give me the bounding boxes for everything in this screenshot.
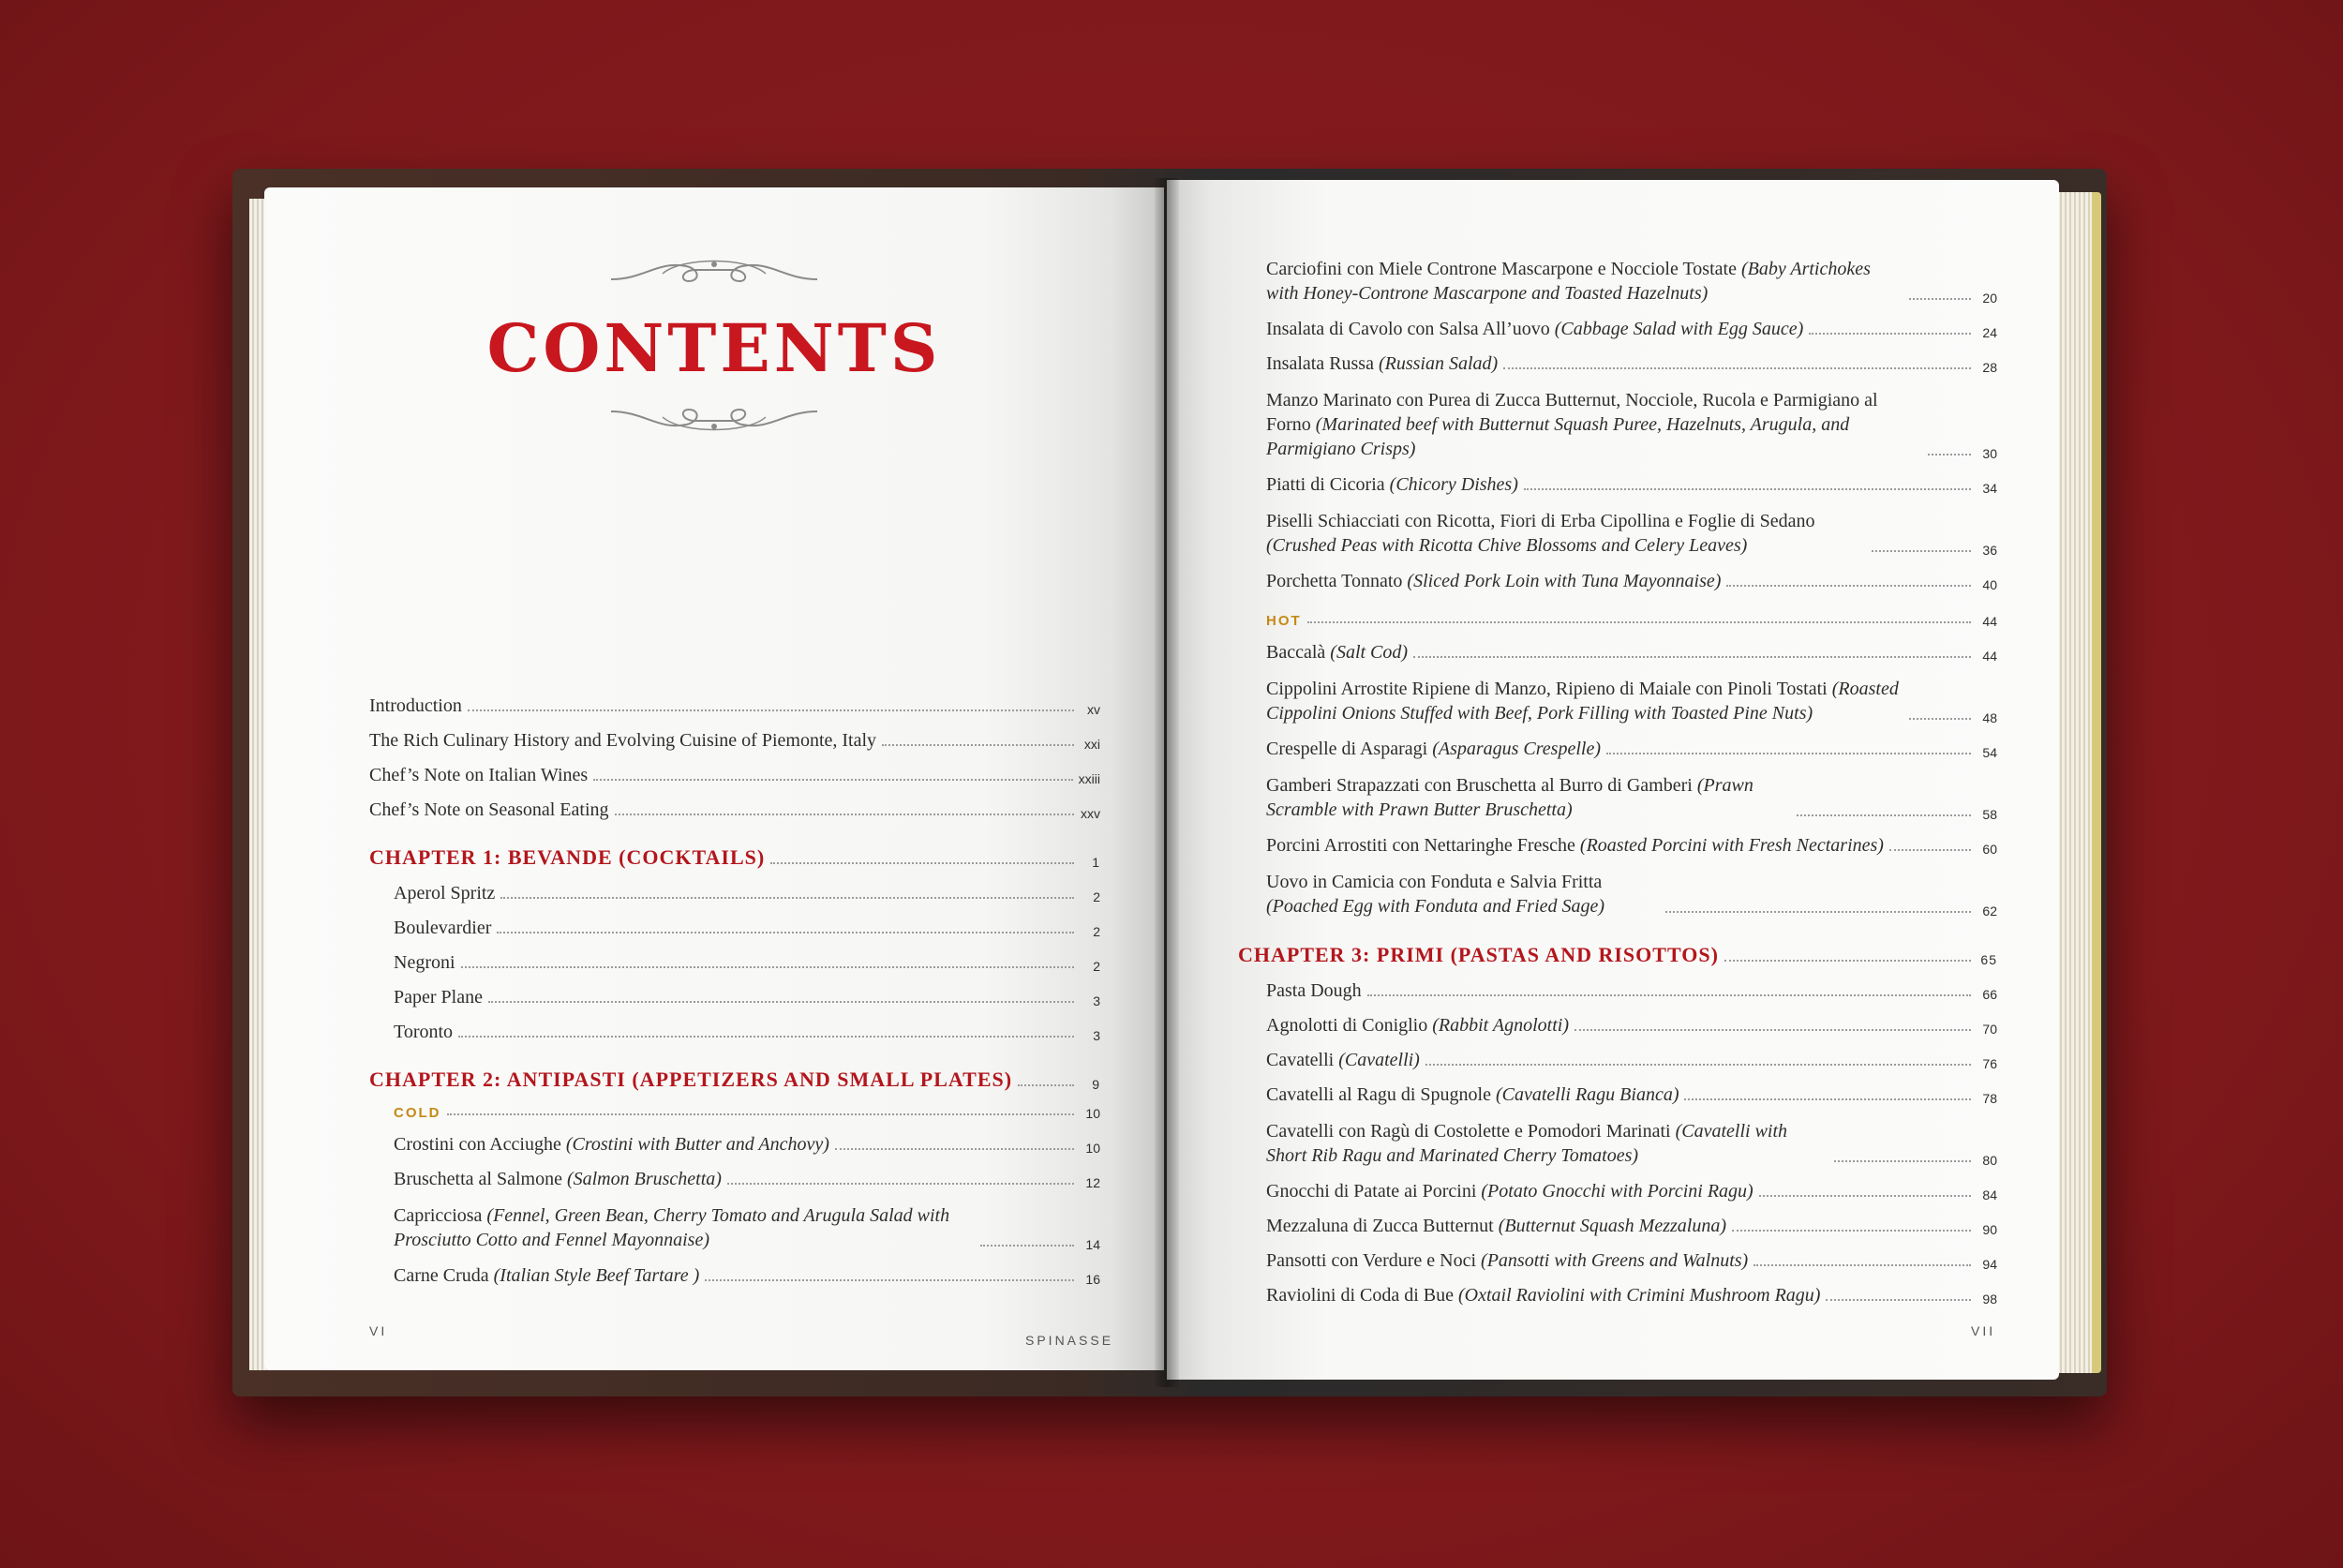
toc-entry (1266, 1084, 1997, 1106)
leader-dots (1909, 298, 1971, 300)
leader-dots (468, 709, 1074, 711)
entry-title (1266, 257, 1903, 306)
page-number: xxiii (1078, 771, 1100, 786)
toc-entry (1266, 870, 1997, 918)
toc-entry (369, 1265, 1100, 1287)
english-name: (Prawn Scramble with Prawn Butter Bruschetta) (1266, 775, 1754, 820)
leader-dots (497, 932, 1074, 933)
english-name: (Cabbage Salad with Egg Sauce) (1554, 319, 1804, 339)
english-name: (Oxtail Raviolini with Crimini Mushroom Ragu) (1458, 1285, 1821, 1306)
italian-name: Porcini Arrostiti con Nettaringhe Fresche (1266, 835, 1580, 856)
entry-title (1266, 870, 1660, 918)
leader-dots (1307, 621, 1971, 623)
italian-name: Agnolotti di Coniglio (1266, 1015, 1433, 1036)
page-number: 66 (1982, 987, 1997, 1002)
leader-dots (593, 779, 1072, 781)
page-edges-right (2052, 192, 2101, 1373)
toc-entry (1266, 1216, 1997, 1237)
contents-title: CONTENTS (486, 309, 942, 387)
chapter-title: CHAPTER 2: ANTIPASTI (APPETIZERS AND SMALL PLATES) (369, 1068, 1013, 1091)
page-number: 40 (1982, 577, 1997, 592)
italian-name: Gamberi Strapazzati con Bruschetta al Burro di Gamberi (1266, 775, 1697, 796)
entry-title: Aperol Spritz (394, 883, 496, 903)
italian-name: Carne Cruda (394, 1265, 494, 1286)
english-name: (Cavatelli with Short Rib Ragu and Marinated Cherry Tomatoes) (1266, 1121, 1788, 1166)
entry-title: Toronto (394, 1022, 454, 1042)
chapter-title: CHAPTER 3: PRIMI (PASTAS AND RISOTTOS) (1238, 943, 1719, 966)
toc-entry (1266, 1181, 1997, 1202)
leader-dots (1425, 1064, 1971, 1066)
page-number: 36 (1982, 543, 1997, 558)
english-name: (Asparagus Crespelle) (1432, 739, 1601, 759)
leader-dots (1684, 1098, 1971, 1100)
leader-dots (1524, 488, 1971, 490)
entry-title (1266, 1050, 1420, 1071)
toc-entry (1266, 257, 1997, 306)
toc-entry (1266, 1119, 1997, 1168)
italian-name: Piatti di Cicoria (1266, 474, 1390, 495)
leader-dots (1732, 1230, 1971, 1232)
leader-dots (835, 1148, 1074, 1150)
entry-title: Paper Plane (394, 987, 483, 1008)
english-name: (Roasted Porcini with Fresh Nectarines) (1579, 835, 1884, 856)
english-name: (Russian Salad) (1378, 353, 1499, 374)
entry-title (1266, 388, 1922, 461)
english-name: (Potato Gnocchi with Porcini Ragu) (1481, 1181, 1754, 1202)
entry-title (1266, 1181, 1754, 1202)
english-name: (Salmon Bruschetta) (566, 1169, 722, 1189)
entry-title (1266, 1084, 1679, 1106)
entry-title (1266, 642, 1408, 664)
entry-title (1266, 319, 1803, 340)
italian-name: Cavatelli con Ragù di Costolette e Pomodori Marinati (1266, 1121, 1676, 1142)
leader-dots (1665, 911, 1971, 913)
toc-entry (369, 1169, 1100, 1190)
chapter-heading (369, 1068, 1100, 1092)
leader-dots (1606, 753, 1971, 754)
italian-name: Gnocchi di Patate ai Porcini (1266, 1181, 1482, 1202)
english-name: (Marinated beef with Butternut Squash Puree, Hazelnuts, Arugula, and Parmigiano Crisps) (1266, 414, 1850, 459)
page-number: 62 (1982, 903, 1997, 918)
leader-dots (1503, 367, 1971, 369)
page-number: xv (1087, 702, 1100, 717)
entry-title (1266, 677, 1903, 725)
toc-entry (1266, 677, 1997, 725)
toc-entry (1266, 739, 1997, 760)
toc-entry (1266, 474, 1997, 496)
english-name: (Baby Artichokes with Honey-Controne Mascarpone and Toasted Hazelnuts) (1266, 259, 1871, 304)
page-number: 48 (1982, 710, 1997, 725)
page-number: 94 (1982, 1257, 1997, 1272)
toc-entry (1266, 642, 1997, 664)
italian-name: Carciofini con Miele Controne Mascarpone e Nocciole Tostate (1266, 259, 1741, 279)
toc-entry (1266, 1285, 1997, 1307)
leader-dots (461, 966, 1074, 968)
page-number: 98 (1982, 1292, 1997, 1307)
toc-entry (1266, 509, 1997, 558)
page-number: 34 (1982, 481, 1997, 496)
section-heading-hot (1266, 613, 1997, 629)
english-name: (Cavatelli Ragu Bianca) (1495, 1084, 1679, 1105)
page-number: 76 (1982, 1056, 1997, 1071)
entry-title (1266, 835, 1884, 857)
page-number: 20 (1982, 291, 1997, 306)
page-number: 30 (1982, 446, 1997, 461)
entry-title (1266, 1015, 1569, 1037)
leader-dots (1754, 1264, 1971, 1266)
bottom-flourish-ornament (606, 400, 822, 438)
leader-dots (1759, 1195, 1971, 1197)
leader-dots (488, 1001, 1074, 1003)
italian-name: Baccalà (1266, 642, 1331, 663)
english-name: (Crostini with Butter and Anchovy) (565, 1134, 829, 1155)
toc-entry (369, 1022, 1100, 1043)
page-number: 3 (1093, 1028, 1100, 1043)
english-name: (Salt Cod) (1330, 642, 1409, 663)
page-number: 10 (1085, 1106, 1100, 1121)
page-number: 2 (1093, 924, 1100, 939)
english-name: (Poached Egg with Fonduta and Fried Sage) (1266, 896, 1605, 917)
italian-name: Capricciosa (394, 1205, 487, 1226)
toc-entry (1266, 1050, 1997, 1071)
toc-entry (1266, 353, 1997, 375)
toc-entry (369, 1134, 1100, 1156)
page-number: 78 (1982, 1091, 1997, 1106)
leader-dots (615, 814, 1075, 815)
english-name: (Italian Style Beef Tartare ) (493, 1265, 700, 1286)
toc-entry (1266, 1015, 1997, 1037)
leader-dots (1018, 1084, 1074, 1086)
leader-dots (1909, 718, 1971, 720)
spine-gutter-shadow (1155, 178, 1179, 1387)
leader-dots (882, 744, 1074, 746)
page-number: 44 (1982, 649, 1997, 664)
section-heading-cold (369, 1105, 1100, 1121)
page-number: 12 (1085, 1175, 1100, 1190)
leader-dots (705, 1279, 1074, 1281)
italian-name: Cippolini Arrostite Ripiene di Manzo, Ripieno di Maiale con Pinoli Tostati (1266, 679, 1832, 699)
toc-entry (1266, 388, 1997, 461)
page-number: 9 (1092, 1077, 1100, 1092)
english-name: (Rabbit Agnolotti) (1432, 1015, 1569, 1036)
toc-entry (369, 799, 1100, 821)
page-number: 10 (1085, 1141, 1100, 1156)
page-number: 60 (1982, 842, 1997, 857)
english-name: (Chicory Dishes) (1389, 474, 1518, 495)
entry-title (1266, 509, 1866, 558)
toc-left (369, 695, 1100, 1300)
leader-dots (1574, 1029, 1971, 1031)
entry-title (1266, 1285, 1820, 1307)
page-number: 80 (1982, 1153, 1997, 1168)
entry-title (1266, 1216, 1726, 1237)
entry-title (1266, 474, 1518, 496)
folio-right: VII (1971, 1323, 1996, 1338)
english-name: (Crushed Peas with Ricotta Chive Blossoms and Celery Leaves) (1266, 535, 1748, 556)
leader-dots (1367, 994, 1971, 996)
leader-dots (1872, 550, 1971, 552)
top-flourish-ornament (606, 253, 822, 291)
page-number: 90 (1982, 1222, 1997, 1237)
toc-entry (369, 695, 1100, 717)
toc-entry (369, 765, 1100, 786)
italian-name: Piselli Schiacciati con Ricotta, Fiori di Erba Cipollina e Foglie di Sedano (1266, 511, 1815, 531)
italian-name: Cavatelli (1266, 1050, 1339, 1070)
leader-dots (727, 1183, 1074, 1185)
italian-name: Bruschetta al Salmone (394, 1169, 567, 1189)
entry-title (394, 1134, 829, 1156)
toc-entry (1266, 773, 1997, 822)
leader-dots (447, 1113, 1075, 1115)
page-number: 54 (1982, 745, 1997, 760)
english-name: (Sliced Pork Loin with Tuna Mayonnaise) (1407, 571, 1722, 591)
english-name: (Pansotti with Greens and Walnuts) (1481, 1250, 1749, 1271)
leader-dots (1724, 960, 1971, 962)
italian-name: Crostini con Acciughe (394, 1134, 566, 1155)
italian-name: Insalata di Cavolo con Salsa All’uovo (1266, 319, 1555, 339)
entry-title (394, 1169, 722, 1190)
toc-entry (369, 883, 1100, 904)
toc-entry (369, 952, 1100, 974)
page-number: 65 (1980, 952, 1997, 967)
page-number: 24 (1982, 325, 1997, 340)
english-name: (Butternut Squash Mezzaluna) (1498, 1216, 1726, 1236)
italian-name: Pasta Dough (1266, 980, 1362, 1001)
page-number: 1 (1092, 855, 1100, 870)
chapter-heading (369, 845, 1100, 870)
section-label: HOT (1266, 613, 1302, 629)
right-page (1167, 180, 2059, 1380)
entry-title (1266, 1119, 1828, 1168)
leader-dots (1726, 585, 1971, 587)
toc-entry (1266, 835, 1997, 857)
italian-name: Uovo in Camicia con Fonduta e Salvia Fritta (1266, 872, 1603, 892)
page-number: xxi (1083, 737, 1100, 752)
toc-right (1238, 257, 1997, 1320)
entry-title: Boulevardier (394, 918, 492, 938)
leader-dots (1413, 656, 1971, 658)
leader-dots (1826, 1299, 1971, 1301)
entry-title: Chef’s Note on Seasonal Eating (369, 799, 609, 820)
page-number: 70 (1982, 1022, 1997, 1037)
toc-entry (369, 918, 1100, 939)
entry-title (394, 1265, 699, 1287)
entry-title: Chef’s Note on Italian Wines (369, 765, 589, 785)
entry-title (1266, 571, 1721, 592)
entry-title: Negroni (394, 952, 455, 973)
page-number: 3 (1093, 993, 1100, 1008)
toc-entry (369, 1203, 1100, 1252)
toc-entry (369, 730, 1100, 752)
leader-dots (1834, 1160, 1971, 1162)
entry-title (1266, 980, 1362, 1002)
entry-title (1266, 1250, 1748, 1272)
leader-dots (1889, 849, 1971, 851)
entry-title (394, 1203, 975, 1252)
page-number: 2 (1093, 889, 1100, 904)
english-name: (Roasted Cippolini Onions Stuffed with Beef, Pork Filling with Toasted Pine Nuts) (1266, 679, 1899, 724)
italian-name: Cavatelli al Ragu di Spugnole (1266, 1084, 1496, 1105)
folio-left: VI (369, 1323, 388, 1338)
entry-title: Introduction (369, 695, 462, 716)
entry-title: The Rich Culinary History and Evolving Cuisine of Piemonte, Italy (369, 730, 877, 751)
page-number: 28 (1982, 360, 1997, 375)
page-number: 84 (1982, 1187, 1997, 1202)
italian-name: Porchetta Tonnato (1266, 571, 1408, 591)
italian-name: Insalata Russa (1266, 353, 1379, 374)
section-label: COLD (394, 1105, 441, 1121)
chapter-heading (1238, 943, 1997, 967)
leader-dots (980, 1245, 1074, 1247)
leader-dots (500, 897, 1074, 899)
page-number: 16 (1085, 1272, 1100, 1287)
page-number: 14 (1085, 1237, 1100, 1252)
entry-title (1266, 739, 1601, 760)
toc-entry (1266, 571, 1997, 592)
toc-entry (1266, 319, 1997, 340)
left-page (264, 187, 1164, 1370)
page-number: xxv (1081, 806, 1100, 821)
italian-name: Raviolini di Coda di Bue (1266, 1285, 1458, 1306)
page-number: 2 (1093, 959, 1100, 974)
leader-dots (458, 1036, 1074, 1038)
chapter-title: CHAPTER 1: BEVANDE (COCKTAILS) (369, 845, 766, 869)
leader-dots (1928, 454, 1971, 455)
page-number: 58 (1982, 807, 1997, 822)
english-name: (Fennel, Green Bean, Cherry Tomato and Arugula Salad with Prosciutto Cotto and Fennel Mayonnaise) (394, 1205, 950, 1250)
italian-name: Crespelle di Asparagi (1266, 739, 1433, 759)
toc-entry (369, 987, 1100, 1008)
title-block (264, 253, 1164, 438)
italian-name: Mezzaluna di Zucca Butternut (1266, 1216, 1499, 1236)
italian-name: Pansotti con Verdure e Noci (1266, 1250, 1482, 1271)
toc-entry (1266, 1250, 1997, 1272)
entry-title (1266, 353, 1498, 375)
leader-dots (770, 862, 1074, 864)
leader-dots (1797, 814, 1971, 816)
leader-dots (1809, 333, 1971, 335)
italian-name: Manzo Marinato con Purea di Zucca Butternut, Nocciole, Rucola e Parmigiano al Forno (1266, 390, 1878, 435)
page-number: 44 (1982, 614, 1997, 629)
toc-entry (1266, 980, 1997, 1002)
running-foot: SPINASSE (1025, 1333, 1114, 1348)
english-name: (Cavatelli) (1338, 1050, 1420, 1070)
entry-title (1266, 773, 1791, 822)
